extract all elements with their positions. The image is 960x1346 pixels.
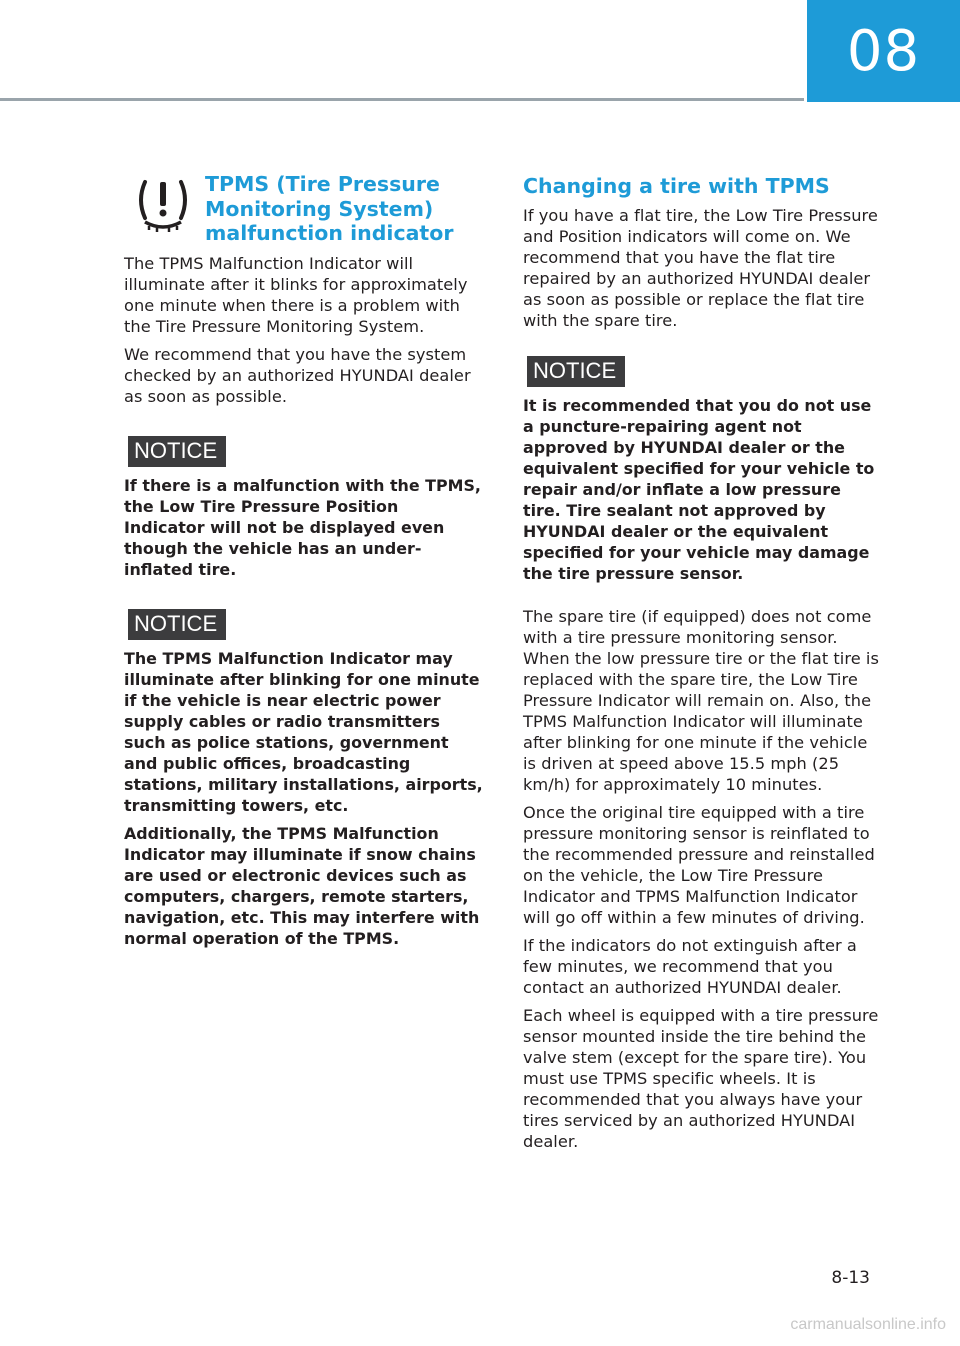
section-heading-changing-tire: Changing a tire with TPMS [523,174,830,198]
notice-badge: NOTICE [527,356,625,387]
notice-paragraph: If there is a malfunction with the TPMS, the Low Tire Pressure Position Indicator will not be displayed even though the vehicle has an under-inflated tire. [124,476,481,579]
right-column [523,173,883,1159]
notice-badge: NOTICE [128,436,226,467]
chapter-number: 08 [846,18,921,84]
chapter-tab [807,0,960,102]
tpms-malfunction-warning-icon [135,176,191,232]
notice-badge: NOTICE [128,609,226,640]
body-paragraph: We recommend that you have the system checked by an authorized HYUNDAI dealer as soon as possible. [124,345,471,406]
body-paragraph: If you have a flat tire, the Low Tire Pressure and Position indicators will come on. We recommend that you have the flat tire repaired by an authorized HYUNDAI dealer as soon as possible or replace the flat tire with the spare tire. [523,206,878,330]
left-column [124,253,484,956]
body-paragraph: If the indicators do not extinguish after a few minutes, we recommend that you contact an authorized HYUNDAI dealer. [523,936,857,997]
notice-paragraph: Additionally, the TPMS Malfunction Indicator may illuminate if snow chains are used or electronic devices such as computers, chargers, remote starters, navigation, etc. This may interfere with normal operation of the TPMS. [124,824,480,948]
section-heading-tpms-malfunction: TPMS (Tire Pressure Monitoring System) malfunction indicator [205,172,454,245]
page-number: 8-13 [831,1268,870,1288]
body-paragraph: The TPMS Malfunction Indicator will illuminate after it blinks for approximately one minute when there is a problem with the Tire Pressure Monitoring System. [124,254,468,336]
watermark-link[interactable]: carmanualsonline.info [790,1316,946,1333]
body-paragraph: Once the original tire equipped with a tire pressure monitoring sensor is reinflated to the recommended pressure and reinstalled on the vehicle, the Low Tire Pressure Indicator and TPMS Malfunction Indicator will go off within a few minutes of driving. [523,803,875,927]
body-paragraph: The spare tire (if equipped) does not come with a tire pressure monitoring sensor. When the low pressure tire or the flat tire is replaced with the spare tire, the Low Tire Pressure Indicator will remain on. Also, the TPMS Malfunction Indicator will illuminate after blinking for one minute if the vehicle is driven at speed above 15.5 mph (25 km/h) for approximately 10 minutes. [523,607,879,794]
header-rule [0,98,804,101]
notice-paragraph: The TPMS Malfunction Indicator may illuminate after blinking for one minute if the vehicle is near electric power supply cables or radio transmitters such as police stations, government and public offices, broadcasting stations, military installations, airports, transmitting towers, etc. [124,649,483,815]
body-paragraph: Each wheel is equipped with a tire pressure sensor mounted inside the tire behind the valve stem (except for the spare tire). You must use TPMS specific wheels. It is recommended that you always have your tires serviced by an authorized HYUNDAI dealer. [523,1006,879,1151]
notice-paragraph: It is recommended that you do not use a puncture-repairing agent not approved by HYUNDAI dealer or the equivalent specified for your vehicle to repair and/or inflate a low pressure tire. Tire sealant not approved by HYUNDAI dealer or the equivalent specified for your vehicle may damage the tire pressure sensor. [523,396,875,583]
